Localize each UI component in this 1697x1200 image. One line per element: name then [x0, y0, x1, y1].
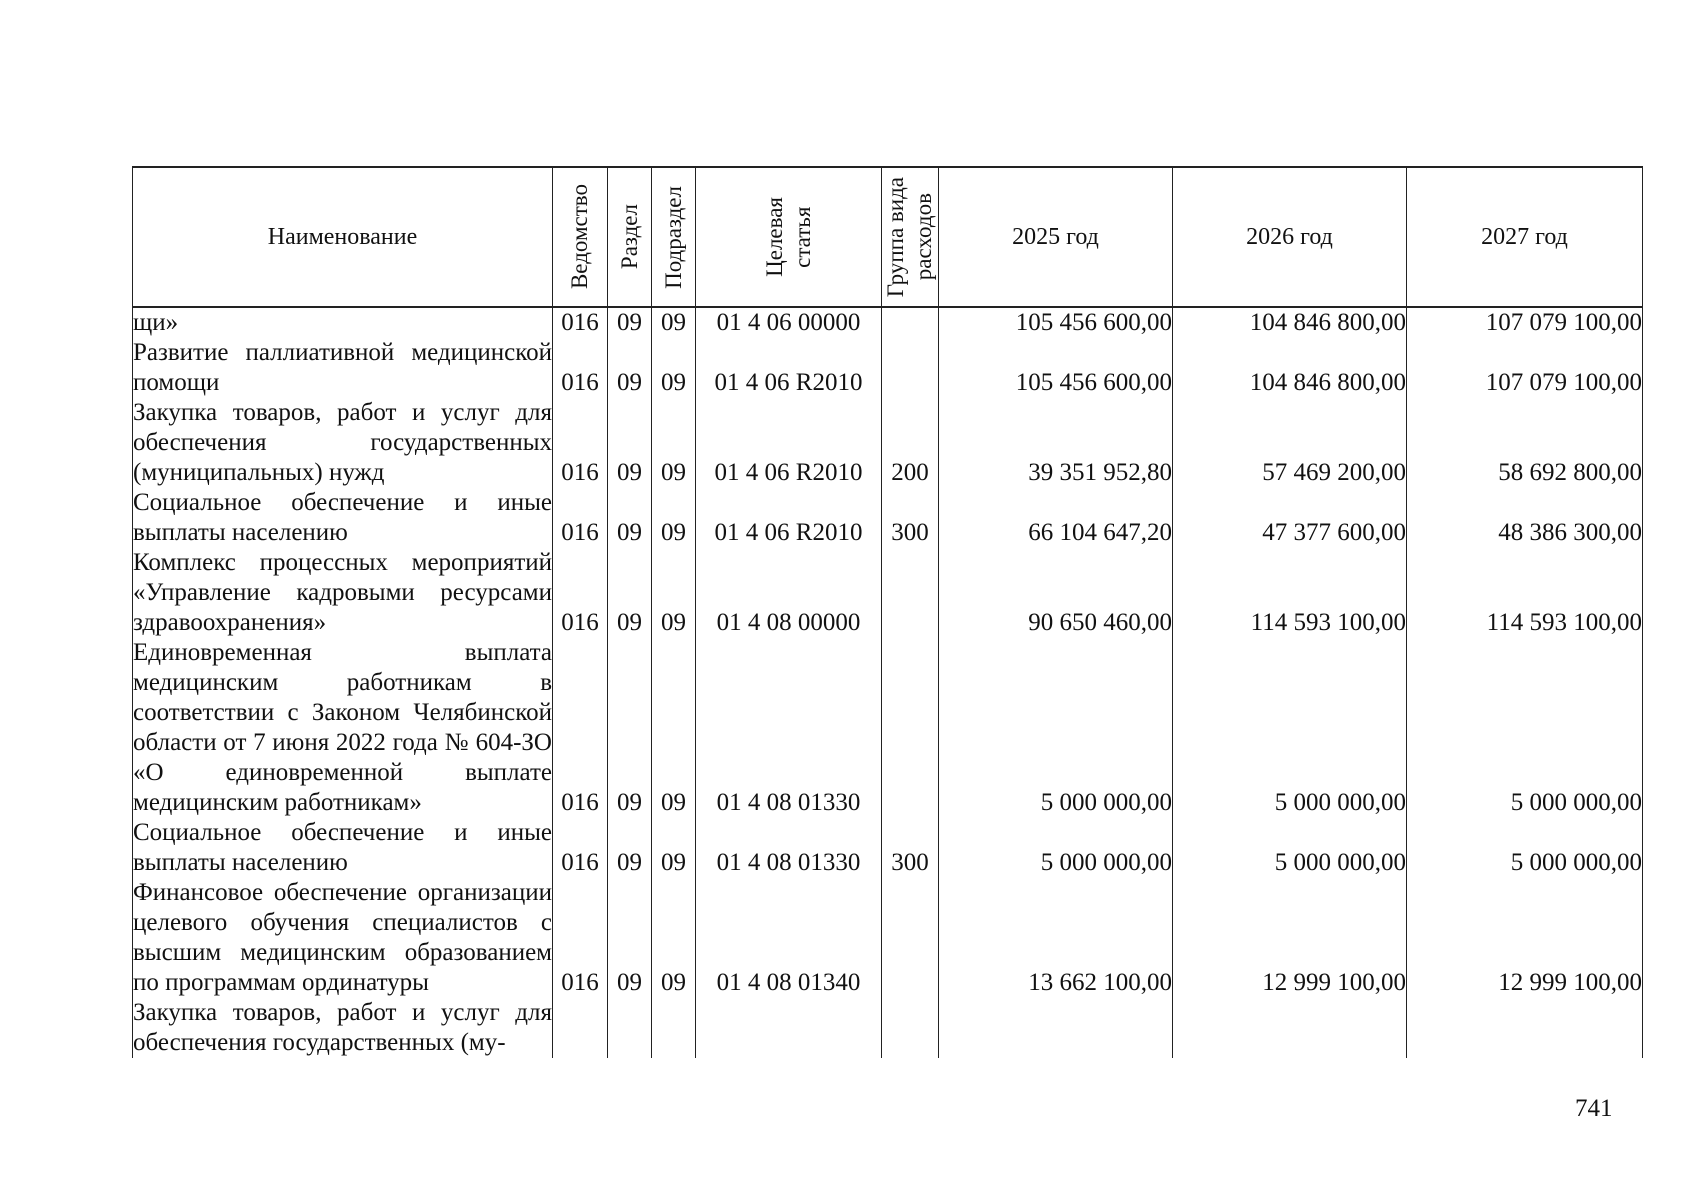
cell-gruppa — [882, 998, 939, 1058]
cell-gruppa: 300 — [882, 818, 939, 878]
cell-gruppa — [882, 638, 939, 818]
header-gruppa — [882, 167, 939, 307]
cell-razdel: 09 — [608, 818, 652, 878]
cell-y2025: 90 650 460,00 — [939, 548, 1173, 638]
cell-y2026: 5 000 000,00 — [1173, 638, 1407, 818]
cell-ved — [553, 998, 608, 1058]
cell-name: щи» — [133, 307, 553, 338]
header-ved — [553, 167, 608, 307]
cell-ved: 016 — [553, 488, 608, 548]
table-row — [133, 548, 1643, 638]
header-podrazdel — [652, 167, 696, 307]
page-number: 741 — [1575, 1095, 1613, 1122]
cell-name: Социальное обеспечение и иные выплаты населению — [133, 489, 552, 546]
cell-gruppa — [882, 878, 939, 998]
cell-y2026: 104 846 800,00 — [1173, 307, 1407, 338]
cell-podrazdel: 09 — [652, 398, 696, 488]
cell-podrazdel — [652, 998, 696, 1058]
header-podrazdel-label: Подраздел — [660, 185, 686, 289]
cell-podrazdel: 09 — [652, 488, 696, 548]
cell-razdel: 09 — [608, 398, 652, 488]
header-2025-label: 2025 год — [1012, 224, 1099, 250]
cell-y2025: 13 662 100,00 — [939, 878, 1173, 998]
cell-ved: 016 — [553, 878, 608, 998]
cell-name: Закупка товаров, работ и услуг для обеспечения государственных (му- — [133, 999, 552, 1056]
cell-ved: 016 — [553, 398, 608, 488]
table-body — [133, 307, 1643, 1058]
cell-ved: 016 — [553, 548, 608, 638]
header-name — [133, 167, 553, 307]
header-celevaya — [696, 167, 882, 307]
cell-y2026 — [1173, 998, 1407, 1058]
cell-razdel: 09 — [608, 548, 652, 638]
cell-y2025: 105 456 600,00 — [939, 307, 1173, 338]
cell-name: Развитие паллиативной медицинской помощи — [133, 339, 552, 396]
table-row — [133, 338, 1643, 398]
cell-celevaya: 01 4 08 01330 — [696, 638, 882, 818]
cell-celevaya: 01 4 08 01340 — [696, 878, 882, 998]
cell-gruppa — [882, 548, 939, 638]
cell-razdel — [608, 998, 652, 1058]
cell-y2026: 12 999 100,00 — [1173, 878, 1407, 998]
cell-y2026: 114 593 100,00 — [1173, 548, 1407, 638]
budget-table — [132, 166, 1643, 1058]
header-ved-label: Ведомство — [567, 184, 592, 290]
header-2026 — [1173, 167, 1407, 307]
cell-celevaya — [696, 998, 882, 1058]
cell-y2025: 5 000 000,00 — [939, 818, 1173, 878]
header-gruppa-label: Группа вида расходов — [883, 176, 936, 298]
table-row — [133, 818, 1643, 878]
cell-y2025: 66 104 647,20 — [939, 488, 1173, 548]
cell-gruppa: 300 — [882, 488, 939, 548]
cell-y2027: 58 692 800,00 — [1407, 398, 1643, 488]
cell-y2027: 48 386 300,00 — [1407, 488, 1643, 548]
table-row — [133, 638, 1643, 818]
header-2026-label: 2026 год — [1246, 224, 1333, 250]
table-row — [133, 307, 1643, 338]
cell-podrazdel: 09 — [652, 548, 696, 638]
header-name-label: Наименование — [267, 224, 418, 250]
cell-razdel: 09 — [608, 307, 652, 338]
cell-podrazdel: 09 — [652, 818, 696, 878]
cell-celevaya: 01 4 06 R2010 — [696, 398, 882, 488]
cell-name: Единовременная выплата медицинским работникам в соответствии с Законом Челябинской области от 7 июня 2022 года № 604-ЗО «О единовременной выплате медицинским работникам» — [133, 639, 552, 816]
cell-y2027: 5 000 000,00 — [1407, 818, 1643, 878]
cell-name: Социальное обеспечение и иные выплаты населению — [133, 819, 552, 876]
table-header — [133, 167, 1643, 307]
table-row — [133, 998, 1643, 1058]
cell-gruppa: 200 — [882, 398, 939, 488]
table-row — [133, 398, 1643, 488]
cell-celevaya: 01 4 08 00000 — [696, 548, 882, 638]
cell-celevaya: 01 4 06 R2010 — [696, 338, 882, 398]
cell-y2026: 57 469 200,00 — [1173, 398, 1407, 488]
cell-ved: 016 — [553, 338, 608, 398]
cell-razdel: 09 — [608, 338, 652, 398]
cell-y2027: 12 999 100,00 — [1407, 878, 1643, 998]
cell-y2026: 47 377 600,00 — [1173, 488, 1407, 548]
cell-gruppa — [882, 338, 939, 398]
cell-razdel: 09 — [608, 878, 652, 998]
cell-podrazdel: 09 — [652, 338, 696, 398]
table-row — [133, 878, 1643, 998]
cell-y2026: 5 000 000,00 — [1173, 818, 1407, 878]
header-2027 — [1407, 167, 1643, 307]
header-razdel-label: Раздел — [616, 204, 642, 270]
cell-y2025 — [939, 998, 1173, 1058]
cell-ved: 016 — [553, 638, 608, 818]
cell-y2027: 107 079 100,00 — [1407, 338, 1643, 398]
cell-razdel: 09 — [608, 638, 652, 818]
cell-celevaya: 01 4 08 01330 — [696, 818, 882, 878]
header-2027-label: 2027 год — [1481, 224, 1568, 250]
cell-gruppa — [882, 307, 939, 338]
cell-y2027: 5 000 000,00 — [1407, 638, 1643, 818]
cell-y2027 — [1407, 998, 1643, 1058]
cell-y2026: 104 846 800,00 — [1173, 338, 1407, 398]
header-razdel — [608, 167, 652, 307]
cell-y2025: 39 351 952,80 — [939, 398, 1173, 488]
cell-ved: 016 — [553, 818, 608, 878]
table-row — [133, 488, 1643, 548]
cell-razdel: 09 — [608, 488, 652, 548]
cell-podrazdel: 09 — [652, 638, 696, 818]
cell-celevaya: 01 4 06 R2010 — [696, 488, 882, 548]
cell-name: Комплекс процессных мероприятий «Управление кадровыми ресурсами здравоохранения» — [133, 549, 552, 636]
cell-name: Закупка товаров, работ и услуг для обеспечения государственных (муниципальных) нужд — [133, 399, 552, 486]
cell-y2027: 114 593 100,00 — [1407, 548, 1643, 638]
cell-name: Финансовое обеспечение организации целевого обучения специалистов с высшим медицинским образованием по программам ординатуры — [133, 879, 552, 996]
cell-podrazdel: 09 — [652, 878, 696, 998]
header-celevaya-label: Целевая статья — [761, 197, 815, 277]
cell-y2025: 105 456 600,00 — [939, 338, 1173, 398]
cell-y2027: 107 079 100,00 — [1407, 307, 1643, 338]
header-2025 — [939, 167, 1173, 307]
cell-podrazdel: 09 — [652, 307, 696, 338]
cell-y2025: 5 000 000,00 — [939, 638, 1173, 818]
cell-celevaya: 01 4 06 00000 — [696, 307, 882, 338]
cell-ved: 016 — [553, 307, 608, 338]
